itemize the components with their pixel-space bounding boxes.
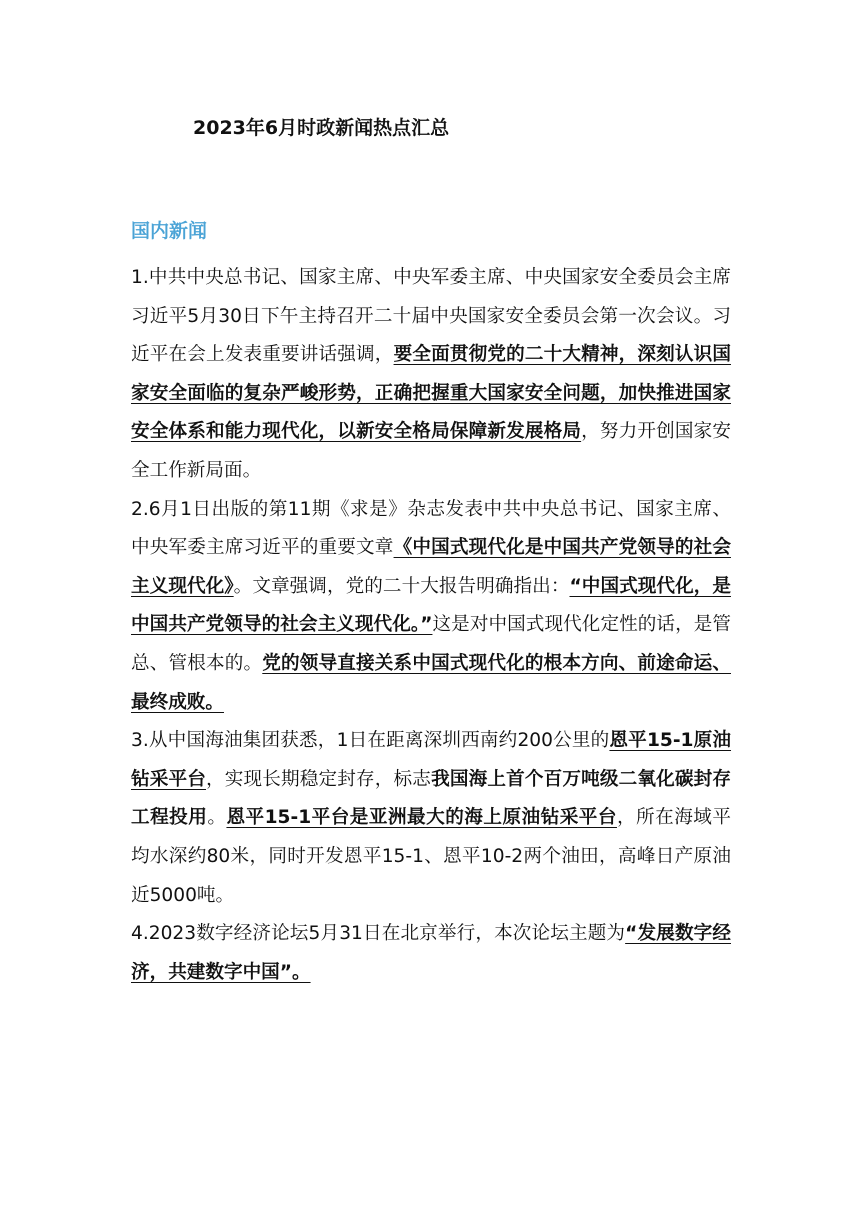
document-title: 2023年6月时政新闻热点汇总 <box>193 117 450 139</box>
news-text: ，所在海域平均水深约80米，同时开发恩平15-1、恩平10-2两个油田，高峰日产原油近5000吨。 <box>131 807 731 906</box>
news-item-4 <box>131 915 731 992</box>
platform-name-highlight: 恩平15-1原油钻采平台 <box>131 730 732 790</box>
quote-highlight: “中国式现代化，是中国共产党领导的社会主义现代化。” <box>131 575 731 636</box>
news-text: 4.2023数字经济论坛5月31日在北京举行，本次论坛主题为 <box>131 923 626 945</box>
news-text: 2.6月1日出版的第11期《求是》杂志发表中共中央总书记、国家主席、中央军委主席习近平的重要文章 <box>131 498 731 559</box>
forum-theme-highlight: “发展数字经济，共建数字中国”。 <box>131 923 731 983</box>
news-list <box>131 259 731 992</box>
news-text: 3.从中国海油集团获悉，1日在距离深圳西南约200公里的 <box>131 730 610 752</box>
news-text: ，努力开创国家安全工作新局面。 <box>131 421 731 481</box>
news-text: 。文章强调，党的二十大报告明确指出： <box>233 575 570 597</box>
section-heading-domestic-news: 国内新闻 <box>131 220 208 242</box>
news-highlight: 党的领导直接关系中国式现代化的根本方向、前途命运、最终成败。 <box>131 652 731 713</box>
news-item-3 <box>131 722 731 915</box>
article-title-highlight: 《中国式现代化是中国共产党领导的社会主义现代化》 <box>131 537 731 597</box>
news-text: 这是对中国式现代化定性的话，是管总、管根本的。 <box>131 614 731 674</box>
news-item-2 <box>131 491 731 723</box>
news-text: 1.中共中央总书记、国家主席、中央军委主席、中央国家安全委员会主席习近平5月30日下午主持召开二十届中央国家安全委员会第一次会议。习近平在会上发表重要讲话强调， <box>131 267 731 366</box>
news-text: 。 <box>207 807 227 829</box>
news-highlight: 恩平15-1平台是亚洲最大的海上原油钻采平台 <box>226 807 617 829</box>
bold-text: 我国海上首个百万吨级二氧化碳封存工程投用 <box>131 768 731 829</box>
news-text: ，实现长期稳定封存，标志 <box>206 768 432 790</box>
news-item-1 <box>131 259 731 491</box>
news-highlight: 要全面贯彻党的二十大精神，深刻认识国家安全面临的复杂严峻形势，正确把握重大国家安全问题，加快推进国家安全体系和能力现代化，以新安全格局保障新发展格局 <box>131 344 731 443</box>
